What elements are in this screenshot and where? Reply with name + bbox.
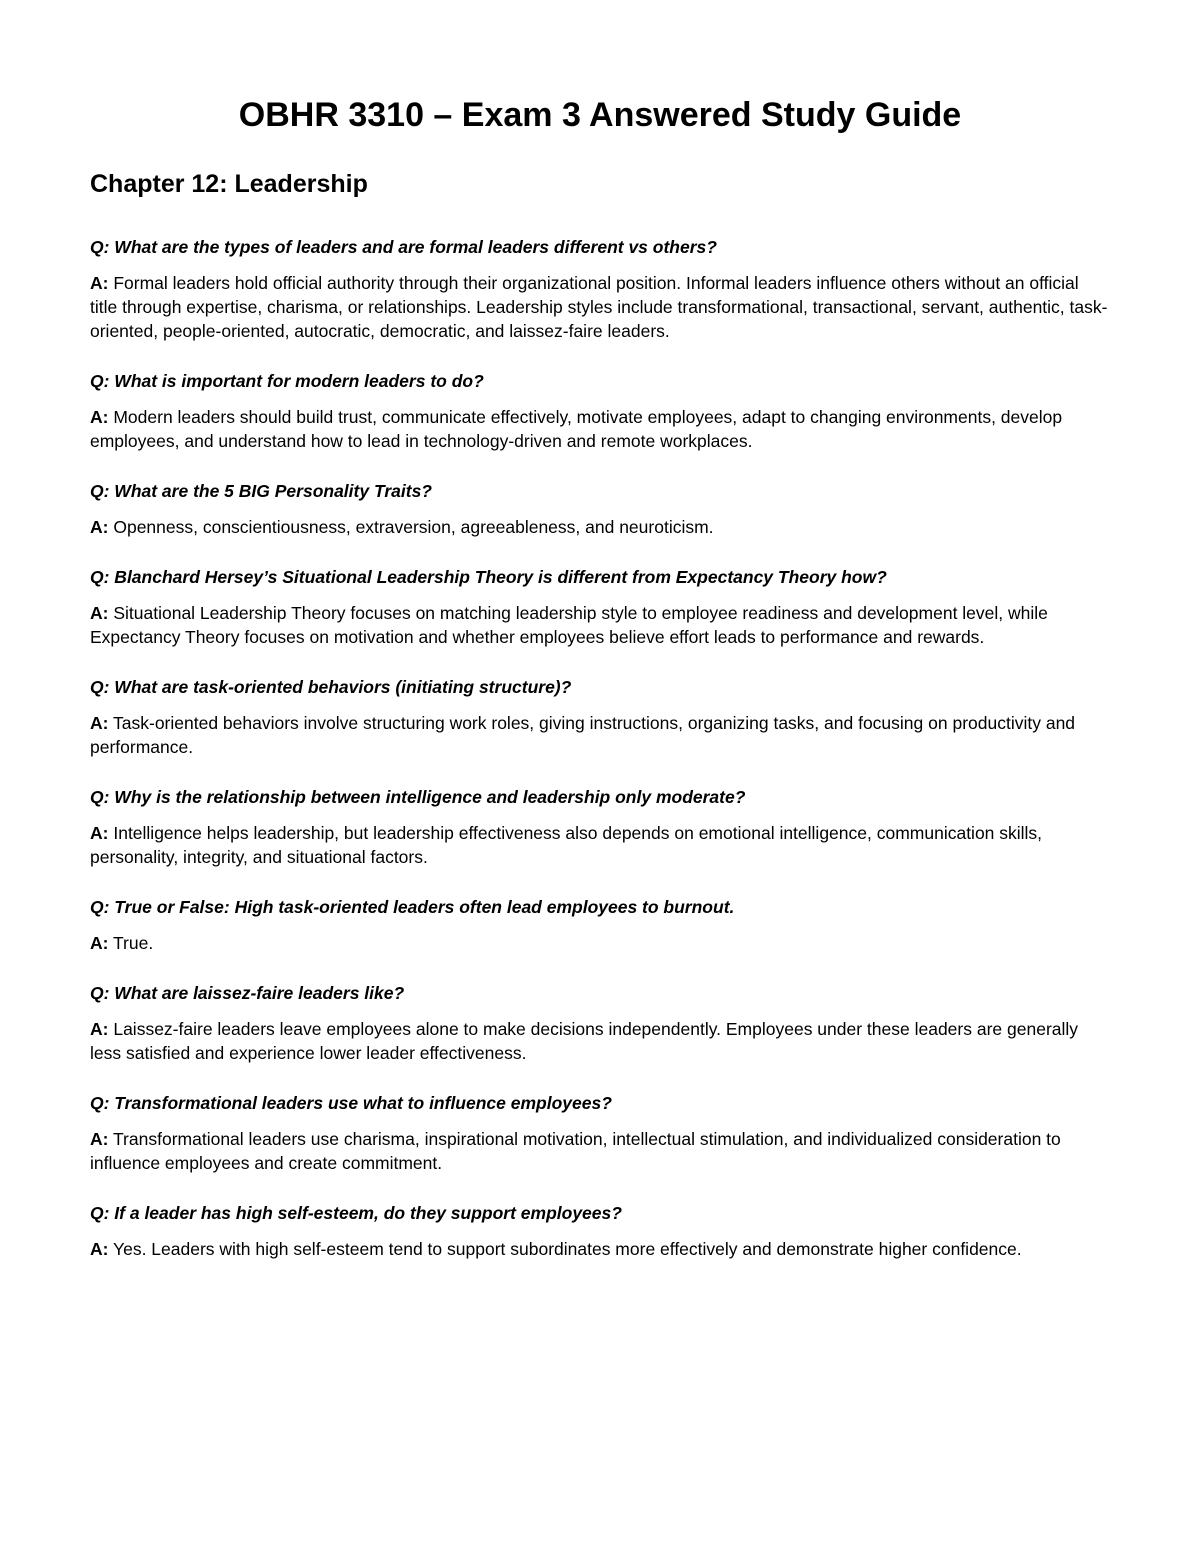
answer-text [90, 711, 1110, 759]
answer-label: A: [90, 1129, 109, 1149]
question-text: Q: If a leader has high self-esteem, do they support employees? [90, 1203, 622, 1223]
question-text: Q: What are laissez-faire leaders like? [90, 983, 405, 1003]
qa-item [90, 895, 1110, 955]
answer-label: A: [90, 933, 109, 953]
answer-text [90, 515, 1110, 539]
answer-body: Yes. Leaders with high self-esteem tend to support subordinates more effectively and demonstrate higher confidence. [113, 1239, 1022, 1259]
answer-text [90, 1237, 1110, 1261]
qa-item [90, 565, 1110, 649]
answer-body: Transformational leaders use charisma, inspirational motivation, intellectual stimulation, and individualized consideration to influence employees and create commitment. [90, 1129, 1061, 1173]
question-text: Q: Blanchard Hersey’s Situational Leadership Theory is different from Expectancy Theory how? [90, 567, 887, 587]
answer-label: A: [90, 1019, 109, 1039]
question-text: Q: Transformational leaders use what to influence employees? [90, 1093, 612, 1113]
answer-body: Openness, conscientiousness, extraversion, agreeableness, and neuroticism. [113, 517, 714, 537]
answer-text [90, 1127, 1110, 1175]
question-text: Q: What is important for modern leaders to do? [90, 371, 484, 391]
document-title: OBHR 3310 – Exam 3 Answered Study Guide [238, 96, 962, 134]
question-text: Q: What are task-oriented behaviors (initiating structure)? [90, 677, 572, 697]
qa-item [90, 1201, 1110, 1261]
chapter-heading: Chapter 12: Leadership [90, 170, 368, 198]
answer-label: A: [90, 273, 109, 293]
answer-text [90, 601, 1110, 649]
answer-body: Task-oriented behaviors involve structuring work roles, giving instructions, organizing tasks, and focusing on productivity and performance. [90, 713, 1076, 757]
answer-body: Situational Leadership Theory focuses on matching leadership style to employee readiness and development level, while Expectancy Theory focuses on motivation and whether employees believe effort leads to performance and rewards. [90, 603, 1048, 647]
qa-item [90, 785, 1110, 869]
answer-label: A: [90, 603, 109, 623]
qa-item [90, 675, 1110, 759]
question-text: Q: What are the types of leaders and are formal leaders different vs others? [90, 237, 717, 257]
answer-body: Formal leaders hold official authority through their organizational position. Informal leaders influence others without an official title through expertise, charisma, or relationships. Leadership styles include transformational, transactional, servant, authentic, task-oriented, people-oriented, autocratic, democratic, and laissez-faire leaders. [90, 273, 1108, 341]
qa-item [90, 479, 1110, 539]
question-text: Q: What are the 5 BIG Personality Traits? [90, 481, 432, 501]
question-text: Q: Why is the relationship between intelligence and leadership only moderate? [90, 787, 746, 807]
qa-item [90, 369, 1110, 453]
qa-list [90, 235, 1110, 1261]
answer-label: A: [90, 407, 109, 427]
answer-text [90, 1017, 1110, 1065]
answer-label: A: [90, 1239, 109, 1259]
qa-item [90, 1091, 1110, 1175]
answer-label: A: [90, 713, 109, 733]
answer-label: A: [90, 517, 109, 537]
answer-body: Modern leaders should build trust, communicate effectively, motivate employees, adapt to changing environments, develop employees, and understand how to lead in technology-driven and remote workplaces. [90, 407, 1063, 451]
answer-label: A: [90, 823, 109, 843]
answer-text [90, 271, 1110, 343]
answer-body: Intelligence helps leadership, but leadership effectiveness also depends on emotional intelligence, communication skills, personality, integrity, and situational factors. [90, 823, 1043, 867]
qa-item [90, 981, 1110, 1065]
answer-text [90, 821, 1110, 869]
answer-body: Laissez-faire leaders leave employees alone to make decisions independently. Employees under these leaders are generally less satisfied and experience lower leader effectiveness. [90, 1019, 1079, 1063]
answer-text [90, 931, 1110, 955]
qa-item [90, 235, 1110, 343]
question-text: Q: True or False: High task-oriented leaders often lead employees to burnout. [90, 897, 735, 917]
answer-text [90, 405, 1110, 453]
answer-body: True. [113, 933, 154, 953]
